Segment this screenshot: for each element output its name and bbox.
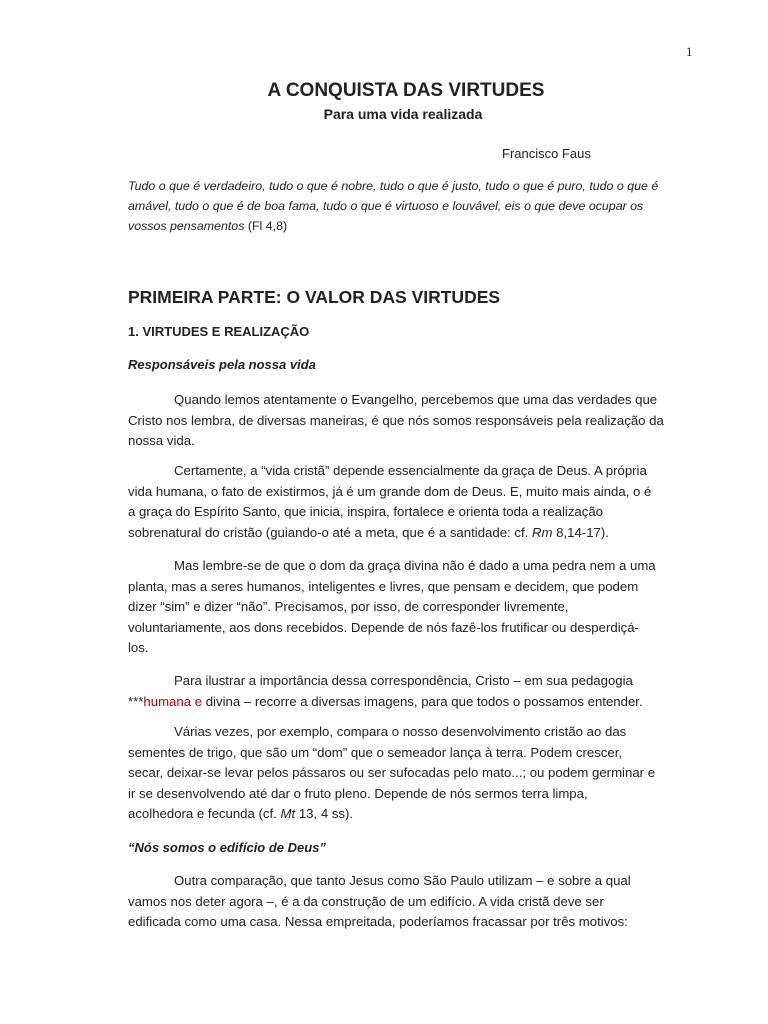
- paragraph-line: ir se desenvolvendo até dar o fruto pleno. Depende de nós sermos terra limpa,: [128, 785, 588, 801]
- document-title: A CONQUISTA DAS VIRTUDES: [267, 80, 545, 101]
- scripture-ref: Rm: [531, 524, 553, 540]
- paragraph-line: [128, 692, 694, 713]
- part-heading: PRIMEIRA PARTE: O VALOR DAS VIRTUDES: [128, 287, 501, 307]
- epigraph: [128, 176, 700, 236]
- paragraph-line: a graça do Espírito Santo, que inicia, inspira, fortalece e orienta toda a realização: [128, 504, 604, 520]
- paragraph-line: Outra comparação, que tanto Jesus como São Paulo utilizam – e sobre a qual: [174, 873, 631, 888]
- epigraph-reference: (Fl 4,8): [247, 219, 288, 233]
- paragraph-text: acolhedora e fecunda (cf.: [128, 806, 277, 822]
- paragraph-line: vida humana, o fato de existirmos, já é um grande dom de Deus. E, muito mais ainda, o é: [128, 483, 652, 499]
- highlighted-text: humana e: [143, 693, 203, 709]
- paragraph-text: ***: [128, 693, 144, 709]
- section-heading: 1. VIRTUDES E REALIZAÇÃO: [128, 324, 310, 339]
- document-subtitle: Para uma vida realizada: [323, 106, 483, 122]
- paragraph-line: sementes de trigo, que são um “dom” que o semeador lança à terra. Podem crescer,: [128, 744, 623, 760]
- paragraph-2: [128, 461, 694, 543]
- paragraph-line: Várias vezes, por exemplo, compara o nosso desenvolvimento cristão ao das: [174, 724, 627, 739]
- subheading-responsaveis: Responsáveis pela nossa vida: [128, 357, 316, 372]
- paragraph-line: nossa vida.: [128, 433, 195, 449]
- paragraph-line: Cristo nos lembra, de diversas maneiras, é que nós somos responsáveis pela realização da: [128, 412, 664, 428]
- paragraph-line: Certamente, a “vida cristã” depende essencialmente da graça de Deus. A própria: [174, 463, 647, 478]
- epigraph-line: Tudo o que é verdadeiro, tudo o que é nobre, tudo o que é justo, tudo o que é puro, tudo o que é: [128, 179, 659, 193]
- paragraph-5: [128, 722, 694, 825]
- paragraph-line: Para ilustrar a importância dessa correspondência, Cristo – em sua pedagogia: [174, 673, 633, 688]
- paragraph-text: 13, 4 ss).: [298, 806, 354, 822]
- paragraph-4: [128, 671, 694, 712]
- subheading-edificio: “Nós somos o edifício de Deus”: [128, 840, 326, 855]
- paragraph-line: secar, deixar-se levar pelos pássaros ou ser sufocadas pelo mato...; ou podem germinar e: [128, 765, 656, 781]
- paragraph-3: [128, 556, 694, 659]
- epigraph-line: amável, tudo o que é de boa fama, tudo o que é virtuoso e louvável, eis o que deve ocupar os: [128, 199, 644, 213]
- paragraph-line: los.: [128, 640, 149, 656]
- paragraph-line: Mas lembre-se de que o dom da graça divina não é dado a uma pedra nem a uma: [174, 558, 656, 573]
- epigraph-text: vossos pensamentos: [128, 219, 245, 233]
- scripture-ref: Mt: [280, 806, 296, 822]
- paragraph-text: 8,14-17).: [556, 524, 609, 540]
- paragraph-line: planta, mas a seres humanos, inteligentes e livres, que pensam e decidem, que podem: [128, 578, 639, 594]
- paragraph-line: dizer “sim” e dizer “não”. Precisamos, por isso, de corresponder livremente,: [128, 599, 569, 615]
- epigraph-line: [128, 216, 700, 236]
- page-number: 1: [686, 44, 693, 59]
- paragraph-line: voluntariamente, aos dons recebidos. Depende de nós fazê-los frutificar ou desperdiçá-: [128, 619, 639, 635]
- paragraph-line: edificada como uma casa. Nessa empreitada, poderíamos fracassar por três motivos:: [128, 914, 628, 930]
- paragraph-line: [128, 523, 694, 544]
- paragraph-text: divina – recorre a diversas imagens, para que todos o possamos entender.: [202, 693, 643, 709]
- paragraph-text: sobrenatural do cristão (guiando-o até a meta, que é a santidade: cf.: [128, 524, 529, 540]
- paragraph-line: vamos nos deter agora –, é a da construção de um edifício. A vida cristã deve ser: [128, 893, 604, 909]
- paragraph-1: [128, 390, 694, 452]
- paragraph-line: [128, 804, 694, 825]
- author-name: Francisco Faus: [502, 146, 591, 161]
- paragraph-6: [128, 871, 694, 933]
- paragraph-line: Quando lemos atentamente o Evangelho, percebemos que uma das verdades que: [174, 392, 658, 407]
